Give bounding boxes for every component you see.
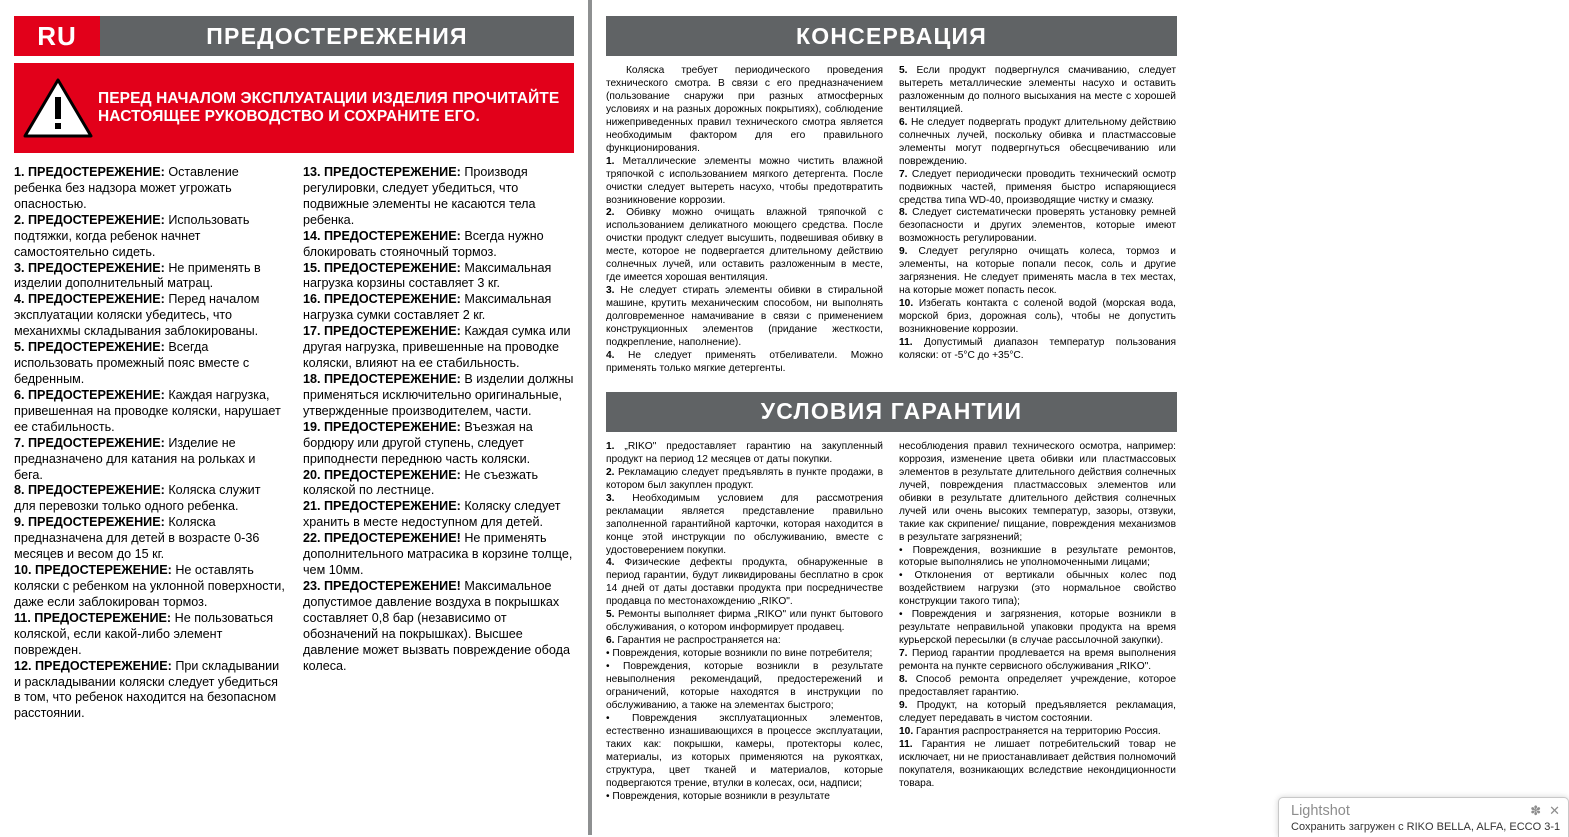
warnings-title-bar <box>100 16 574 56</box>
conservation-header <box>606 16 1177 56</box>
warning-item-number: 11. ПРЕДОСТЕРЕЖЕНИЕ: <box>14 610 172 625</box>
bullet-paragraph: • Повреждения, которые возникли в результате невыполнения рекомендаций, предостережений и ограничений, которые находятся в инструкции по обслуживанию, а также на элементах быстрого; <box>606 661 883 711</box>
warning-item-text: Коляска служит для перевозки только одного ребенка. <box>14 483 261 514</box>
left-page <box>0 0 588 835</box>
numbered-paragraph <box>899 726 1176 739</box>
numbered-paragraph <box>899 246 1176 298</box>
numbered-paragraph <box>899 65 1176 117</box>
warning-item-number: 16. ПРЕДОСТЕРЕЖЕНИЕ: <box>303 292 461 307</box>
warning-item-number: 19. ПРЕДОСТЕРЕЖЕНИЕ: <box>303 419 461 434</box>
paragraph-text: Гарантия распространяется на территорию Россия. <box>913 725 1161 737</box>
paragraph-text: Период гарантии продлевается на время выполнения ремонта на пункте сервисного обслуживания „RIKO". <box>899 648 1176 673</box>
warning-item-number: 23. ПРЕДОСТЕРЕЖЕНИЕ! <box>303 578 461 593</box>
warning-item <box>303 261 574 293</box>
paragraph-number: 2. <box>606 207 615 219</box>
warning-item-text: Перед началом эксплуатации коляски убедитесь, что механихмы складывания заблокированы. <box>14 292 260 339</box>
conservation-body <box>606 65 1177 376</box>
paragraph-number: 7. <box>899 168 908 180</box>
conservation-column-2 <box>899 65 1176 376</box>
warning-banner-text: ПЕРЕД НАЧАЛОМ ЭКСПЛУАТАЦИИ ИЗДЕЛИЯ ПРОЧИТАЙТЕ НАСТОЯЩЕЕ РУКОВОДСТВО И СОХРАНИТЕ ЕГО. <box>98 89 560 125</box>
paragraph-number: 8. <box>899 674 908 686</box>
warning-item-number: 18. ПРЕДОСТЕРЕЖЕНИЕ: <box>303 371 461 386</box>
bullet-paragraph: • Повреждения, возникшие в результате ремонтов, которые выполнялись не уполномоченными лицами; <box>899 544 1176 569</box>
paragraph-text: Гарантия не распространяется на: <box>614 635 781 647</box>
paragraph-number: 1. <box>606 440 615 452</box>
paragraph-text: Следует систематически проверять установку ремней безопасности и других элементов, которые имеют возможность регулировании. <box>899 207 1176 245</box>
numbered-paragraph <box>899 337 1176 363</box>
warning-item <box>303 324 574 372</box>
numbered-paragraph <box>899 207 1176 246</box>
warning-item <box>303 579 574 675</box>
paragraph-text: Следует регулярно очищать колеса, тормоз и элементы, на которые попали песок, соль и другие загрязнения. Не следует применять масла в тех местах, на которые может попасть песок. <box>899 246 1176 297</box>
paragraph-text: Следует периодически проводить технический осмотр подвижных частей, применяя быстро испаряющиеся средства типа WD-40, производящие чистку и смазку. <box>899 168 1176 206</box>
warning-item-number: 7. ПРЕДОСТЕРЕЖЕНИЕ: <box>14 435 165 450</box>
language-badge <box>14 16 100 56</box>
conservation-column-1 <box>606 65 883 376</box>
paragraph-text: Гарантия не лишает потребительский товар не исключает, ни не приостанавливает действия полномочий покупателя, возникающих вследствие некондиционности товара. <box>899 738 1176 789</box>
paragraph-text: Продукт, на который предъявляется рекламация, следует передавать в чистом состоянии. <box>899 699 1176 724</box>
paragraph: несоблюдения правил технического осмотра, например: коррозия, изменение цвета обивки или пластмассовых элементов в результате длительного действия солнечных лучей, повреждения пластмассовых элементов или обивки в результате длительного действия солнечных лучей или очень высоких температур, зазоры, отзвуки, такие как скрипение/ пищание, повреждения механизмов в результате загрязнений; <box>899 440 1176 543</box>
paragraph-number: 3. <box>606 285 615 297</box>
warning-item <box>303 499 574 531</box>
paragraph-number: 3. <box>606 492 615 504</box>
bullet-paragraph: • Повреждения эксплуатационных элементов, естественно изнашивающихся в процессе эксплуатации, таких как: покрышки, камеры, протекторы колес, материалы, из которых применяются на рукоятках, структура, цвет тканей и материалов, которые подвергаются трение, втулки в колесах, оси, надписи; <box>606 712 883 789</box>
warning-item-text: Не пользоваться коляской, если какой-либо элемент поврежден. <box>14 610 274 657</box>
lightshot-popup[interactable] <box>1278 797 1569 837</box>
numbered-paragraph <box>899 674 1176 700</box>
pin-icon[interactable]: ✽ <box>1530 803 1542 818</box>
warnings-column-2 <box>303 165 574 722</box>
warning-item-text: Не оставлять коляски с ребенком на уклонной поверхности, даже если заблокирован тормоз. <box>14 563 285 609</box>
numbered-paragraph <box>899 169 1176 208</box>
warning-item <box>14 563 285 611</box>
warning-item <box>303 372 574 420</box>
warning-item-text: Максимальная нагрузка корзины составляет 3 кг. <box>303 260 552 291</box>
warning-item-number: 10. ПРЕДОСТЕРЕЖЕНИЕ: <box>14 563 172 578</box>
warning-item-number: 13. ПРЕДОСТЕРЕЖЕНИЕ: <box>303 165 461 179</box>
numbered-paragraph <box>899 700 1176 726</box>
lightshot-title: Lightshot <box>1291 803 1350 819</box>
warning-item <box>303 165 574 229</box>
warranty-header <box>606 392 1177 432</box>
paragraph-number: 2. <box>606 466 615 478</box>
bullet-paragraph: • Отклонения от вертикали обычных колес под воздействием нагрузки (это нормальное свойство конструкции такого типа); <box>899 570 1176 608</box>
warning-item-text: Максимальное допустимое давление воздуха в покрышках составляет 0,8 бар (независимо от обозначений на покрышках). Высшее давление может вызвать повреждение обода колеса. <box>303 578 570 673</box>
warning-item <box>303 420 574 468</box>
warnings-header <box>14 16 574 56</box>
paragraph-text: Не следует применять отбеливатели. Можно применять только мягкие детергенты. <box>606 349 883 374</box>
warning-item <box>14 165 285 213</box>
warning-item <box>14 483 285 515</box>
warning-item-text: Не применять дополнительного матрасика в корзине толще, чем 10мм. <box>303 531 573 578</box>
warning-item <box>14 340 285 388</box>
paragraph-number: 5. <box>606 609 615 621</box>
warning-item-number: 15. ПРЕДОСТЕРЕЖЕНИЕ: <box>303 260 461 275</box>
warning-item-text: Изделие не предназначено для катания на рольках и бега. <box>14 435 256 482</box>
paragraph-text: Не следует подвергать продукт длительному действию солнечных лучей, поскольку обивка и пластмассовые элементы могут подвергнуться обесцвечиванию или повреждению. <box>899 116 1176 167</box>
paragraph-text: Способ ремонта определяет учреждение, которое предоставляет гарантию. <box>899 674 1176 698</box>
numbered-paragraph <box>606 441 883 467</box>
numbered-paragraph <box>606 557 883 609</box>
warning-item-text: Каждая сумка или другая нагрузка, привешенные на проводке коляски, влияют на ее стабильность. <box>303 324 571 371</box>
paragraph-number: 1. <box>606 155 615 167</box>
warning-item-text: Всегда использовать промежный пояс вместе с бедренным. <box>14 340 250 386</box>
paragraph-text: Рекламацию следует предъявлять в пункте продажи, в котором был закуплен продукт. <box>606 466 883 491</box>
paragraph-number: 6. <box>606 635 615 647</box>
numbered-paragraph <box>606 350 883 376</box>
warning-item-number: 14. ПРЕДОСТЕРЕЖЕНИЕ: <box>303 228 461 243</box>
warning-item <box>303 292 574 324</box>
close-icon[interactable]: ✕ <box>1549 803 1560 818</box>
warning-item-number: 12. ПРЕДОСТЕРЕЖЕНИЕ: <box>14 658 172 673</box>
warning-item-number: 6. ПРЕДОСТЕРЕЖЕНИЕ: <box>14 387 165 402</box>
warning-item-text: Всегда нужно блокировать стояночный тормоз. <box>303 228 544 259</box>
warnings-title: ПРЕДОСТЕРЕЖЕНИЯ <box>206 22 468 49</box>
paragraph-number: 6. <box>899 116 908 128</box>
paragraph-text: Металлические элементы можно чистить влажной тряпочкой с использованием мягкого детергента. После очистки следует вытереть насухо, чтобы предотвратить возникновение коррозии. <box>606 155 883 206</box>
warning-item <box>303 531 574 579</box>
intro-paragraph: Коляска требует периодического проведения технического смотра. В связи с его предназначением (пользование снаружи при разных атмосферных условиях и на разных дорожных покрытиях), соблюдение нижеприведенных правил технического смотра является необходимым фактором для его правильного функционирования. <box>606 65 883 154</box>
numbered-paragraph <box>899 739 1176 791</box>
numbered-paragraph <box>899 298 1176 337</box>
paragraph-text: Если продукт подвергнулся смачиванию, следует вытереть металлические элементы насухо и оставить разложенным до полного высыхания на месте с хорошей вентиляцией. <box>899 65 1176 115</box>
warning-item <box>14 213 285 261</box>
paragraph-number: 4. <box>606 557 615 569</box>
warning-banner <box>14 63 574 153</box>
warranty-column-2 <box>899 441 1176 804</box>
warning-item <box>303 229 574 261</box>
warning-item-number: 22. ПРЕДОСТЕРЕЖЕНИЕ! <box>303 531 461 546</box>
warning-item-text: Каждая нагрузка, привешенная на проводке коляски, нарушает ее стабильность. <box>14 387 281 434</box>
warning-item-number: 1. ПРЕДОСТЕРЕЖЕНИЕ: <box>14 165 165 179</box>
warning-triangle-icon <box>18 77 98 139</box>
warranty-body <box>606 441 1177 804</box>
warning-item <box>14 659 285 723</box>
warranty-title: УСЛОВИЯ ГАРАНТИИ <box>760 398 1023 425</box>
paragraph-number: 4. <box>606 349 615 361</box>
warning-item-text: Использовать подтяжки, когда ребенок начнет самостоятельно сидеть. <box>14 212 250 259</box>
warning-item-number: 21. ПРЕДОСТЕРЕЖЕНИЕ: <box>303 499 461 514</box>
numbered-paragraph <box>606 609 883 635</box>
warning-item-number: 8. ПРЕДОСТЕРЕЖЕНИЕ: <box>14 483 165 498</box>
warning-item-text: Максимальная нагрузка сумки составляет 2 кг. <box>303 292 552 323</box>
numbered-paragraph <box>606 493 883 558</box>
numbered-paragraph <box>606 156 883 208</box>
warnings-column-1 <box>14 165 285 722</box>
language-badge-label: RU <box>37 20 77 51</box>
conservation-title: КОНСЕРВАЦИЯ <box>796 22 987 49</box>
warning-item <box>14 515 285 563</box>
warning-item-text: Оставление ребенка без надзора может угрожать опасностью. <box>14 165 239 211</box>
warning-item <box>14 292 285 340</box>
paragraph-number: 10. <box>899 298 914 310</box>
warning-item-text: Производя регулировки, следует убедиться, что подвижные элементы не касаются тела ребенка. <box>303 165 536 227</box>
paragraph-text: Избегать контакта с соленой водой (морская вода, морской бриз, дорожная соль), чтобы не допустить возникновение коррозии. <box>899 298 1176 336</box>
bullet-paragraph: • Повреждения и загрязнения, которые возникли в результате неправильной упаковки продукта на время курьерской пересылки (в случае рассылочной закупки). <box>899 609 1176 647</box>
bullet-paragraph: • Повреждения, которые возникли по вине потребителя; <box>606 648 873 660</box>
warranty-section <box>606 392 1177 804</box>
warning-item-text: Не применять в изделии дополнительный матрац. <box>14 260 261 291</box>
paragraph-number: 9. <box>899 246 908 258</box>
warning-item <box>14 611 285 659</box>
paragraph-text: Ремонты выполняет фирма „RIKO" или пункт бытового обслуживания, о котором информирует продавец. <box>606 609 883 634</box>
numbered-paragraph <box>606 467 883 493</box>
paragraph-number: 5. <box>899 65 908 76</box>
numbered-paragraph <box>606 207 883 285</box>
paragraph-text: Обивку можно очищать влажной тряпочкой с использованием деликатного моющего средства. После очистки продукт следует высушить, подвешивая обивку в месте, которое не подвергается длительному действию солнечных лучей, или оставить разложенным в месте, где имеется хорошая вентиляция. <box>606 207 883 284</box>
warning-item-text: Коляску следует хранить в месте недоступном для детей. <box>303 499 561 530</box>
warning-item-text: В изделии должны применяться исключительно оригинальные, утвержденные производителем, части. <box>303 371 574 418</box>
warning-item <box>14 261 285 293</box>
paragraph-text: Необходимым условием для рассмотрения рекламации является представление правильно заполненной гарантийной карточки, которая находится в конце этой инструкции по обслуживанию, вместе с удостоверением покупки. <box>606 492 883 556</box>
warning-item-number: 17. ПРЕДОСТЕРЕЖЕНИЕ: <box>303 324 461 339</box>
warning-item <box>303 468 574 500</box>
warnings-body <box>14 165 574 722</box>
warning-item-text: Не съезжать коляской по лестнице. <box>303 467 539 498</box>
warning-item-number: 9. ПРЕДОСТЕРЕЖЕНИЕ: <box>14 515 165 530</box>
warning-item-number: 4. ПРЕДОСТЕРЕЖЕНИЕ: <box>14 292 165 307</box>
numbered-paragraph <box>899 117 1176 169</box>
warning-item-text: При складывании и раскладывании коляски следует убедиться в том, что ребенок находится на безопасном расстоянии. <box>14 658 280 721</box>
numbered-paragraph <box>606 285 883 350</box>
warning-item-number: 3. ПРЕДОСТЕРЕЖЕНИЕ: <box>14 260 165 275</box>
paragraph-number: 9. <box>899 699 908 711</box>
warning-item-number: 2. ПРЕДОСТЕРЕЖЕНИЕ: <box>14 212 165 227</box>
paragraph-number: 7. <box>899 648 908 660</box>
paragraph-number: 10. <box>899 725 914 737</box>
warning-item-number: 5. ПРЕДОСТЕРЕЖЕНИЕ: <box>14 340 165 355</box>
warning-item-text: Коляска предназначена для детей в возрасте 0-36 месяцев и весом до 15 кг. <box>14 515 260 562</box>
paragraph-text: Физические дефекты продукта, обнаруженные в период гарантии, будут ликвидированы бесплатно в срок 14 дней от даты доставки продукта при посредничестве продавца по местонахождению „RIKO". <box>606 557 883 608</box>
right-page <box>592 0 1561 835</box>
warning-item <box>14 436 285 484</box>
warning-item-number: 20. ПРЕДОСТЕРЕЖЕНИЕ: <box>303 467 461 482</box>
lightshot-titlebar <box>1291 803 1560 819</box>
paragraph-text: Не следует стирать элементы обивки в стиральной машине, крутить механическим способом, ни выполнять долговременное намачивание в связи с применением конструкционных элементов (придание жесткости, подкрепление, наполнение). <box>606 285 883 349</box>
warning-item <box>14 388 285 436</box>
warning-item-text: Въезжая на бордюру или другой ступень, следует приподнести переднюю часть коляски. <box>303 419 533 466</box>
paragraph-number: 8. <box>899 207 908 219</box>
paragraph-text: „RIKO" предоставляет гарантию на закупленный продукт на период 12 месяцев от даты покупки. <box>606 440 883 465</box>
warranty-column-1 <box>606 441 883 804</box>
paragraph-text: Допустимый диапазон температур пользования коляски: от -5°C до +35°C. <box>899 337 1176 361</box>
paragraph-number: 11. <box>899 738 913 750</box>
lightshot-subtitle: Сохранить загружен с RIKO BELLA, ALFA, ECCO 3-1 <box>1291 821 1561 833</box>
numbered-paragraph <box>606 635 883 648</box>
numbered-paragraph <box>899 648 1176 674</box>
paragraph-number: 11. <box>899 337 913 349</box>
bullet-paragraph: • Повреждения, которые возникли в результате <box>606 790 830 802</box>
